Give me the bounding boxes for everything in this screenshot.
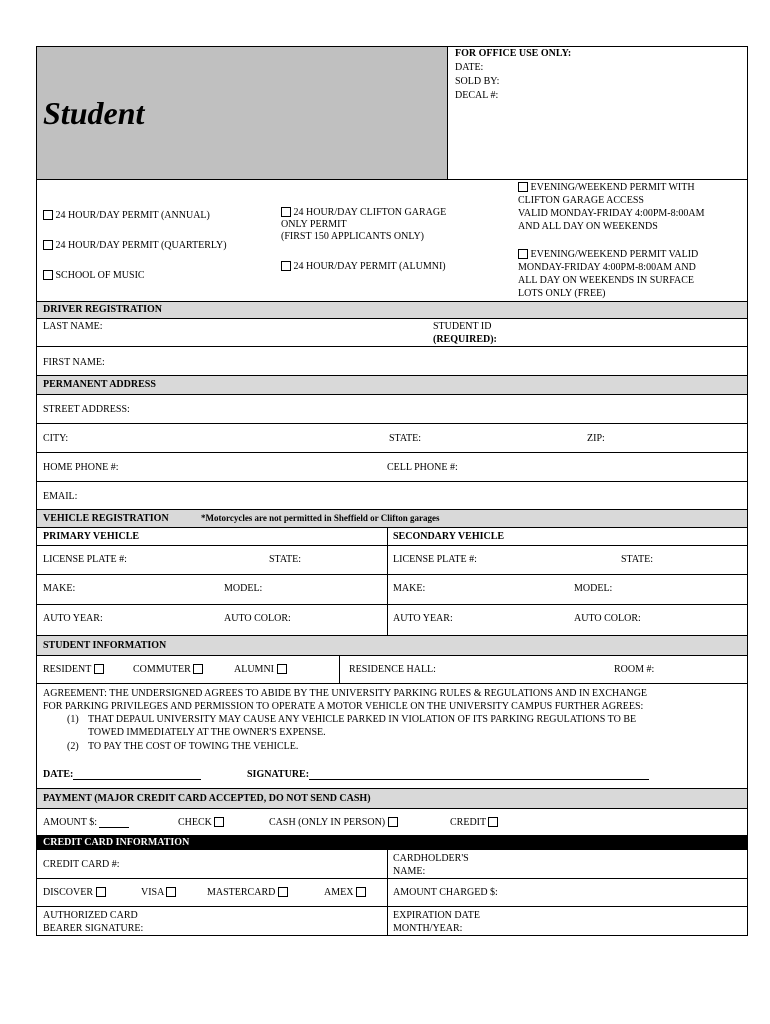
first-name-row[interactable] <box>37 347 747 376</box>
permanent-address-header <box>37 376 747 395</box>
agreement-line-1: AGREEMENT: THE UNDERSIGNED AGREES TO ABIDE BY THE UNIVERSITY PARKING RULES & REGULATIONS AND IN EXCHANGE <box>43 688 648 699</box>
primary-color-label[interactable]: AUTO COLOR: <box>224 613 291 624</box>
permit-clifton-checkbox[interactable] <box>281 207 291 217</box>
secondary-color-label[interactable]: AUTO COLOR: <box>574 613 641 624</box>
primary-year-label[interactable]: AUTO YEAR: <box>43 613 103 624</box>
email-label: EMAIL: <box>43 491 78 502</box>
office-decal-label: DECAL #: <box>455 90 499 101</box>
expiration-label-1: EXPIRATION DATE <box>393 910 480 921</box>
payment-title: PAYMENT (MAJOR CREDIT CARD ACCEPTED, DO NOT SEND CASH) <box>43 793 371 804</box>
authorized-label-2: BEARER SIGNATURE: <box>43 923 144 934</box>
check-option[interactable] <box>178 817 224 828</box>
agreement-date-line[interactable] <box>73 768 201 780</box>
cell-phone-label: CELL PHONE #: <box>387 462 458 473</box>
cash-option[interactable] <box>269 817 398 828</box>
permit-evening-clifton-label-1: EVENING/WEEKEND PERMIT WITH <box>530 182 695 193</box>
permit-clifton-label-3: (FIRST 150 APPLICANTS ONLY) <box>281 231 424 242</box>
visa-option[interactable] <box>141 887 176 898</box>
alumni-option[interactable] <box>234 664 287 675</box>
agreement-item-1-line-1: THAT DEPAUL UNIVERSITY MAY CAUSE ANY VEHICLE PARKED IN VIOLATION OF ITS PARKING REGULATIONS TO BE <box>88 714 637 725</box>
permit-evening-clifton-label-2: CLIFTON GARAGE ACCESS <box>518 195 644 206</box>
amex-checkbox[interactable] <box>356 887 366 897</box>
amount-label: AMOUNT $: <box>43 817 97 828</box>
cardholder-name-label[interactable] <box>393 852 469 878</box>
city-label: CITY: <box>43 433 69 444</box>
agreement-item-1-number: (1) <box>67 714 79 725</box>
mastercard-checkbox[interactable] <box>278 887 288 897</box>
primary-state-label[interactable]: STATE: <box>269 554 301 565</box>
discover-option[interactable] <box>43 887 106 898</box>
vehicle-line-3 <box>37 604 747 605</box>
authorization-divider <box>387 907 388 935</box>
permit-evening-surface-checkbox[interactable] <box>518 249 528 259</box>
secondary-vehicle-title: SECONDARY VEHICLE <box>393 531 505 542</box>
cash-label: CASH (ONLY IN PERSON) <box>269 817 386 828</box>
vehicle-subheader-line <box>37 545 747 546</box>
student-information-title: STUDENT INFORMATION <box>43 640 167 651</box>
resident-label: RESIDENT <box>43 664 92 675</box>
driver-registration-header <box>37 302 747 319</box>
authorized-signature-label[interactable] <box>43 909 143 935</box>
primary-model-label[interactable]: MODEL: <box>224 583 263 594</box>
permit-clifton-label-1: 24 HOUR/DAY CLIFTON GARAGE <box>293 207 447 218</box>
permit-annual[interactable] <box>43 210 210 221</box>
permit-clifton[interactable] <box>281 207 446 243</box>
student-id-label: STUDENT ID <box>433 321 492 332</box>
permit-evening-clifton[interactable] <box>518 181 705 233</box>
primary-vehicle-title: PRIMARY VEHICLE <box>43 531 140 542</box>
parking-permit-form <box>36 46 748 936</box>
permit-music[interactable] <box>43 270 145 281</box>
mastercard-option[interactable] <box>207 887 288 898</box>
visa-label: VISA <box>141 887 164 898</box>
primary-make-label[interactable]: MAKE: <box>43 583 76 594</box>
secondary-make-label[interactable]: MAKE: <box>393 583 426 594</box>
permit-alumni-checkbox[interactable] <box>281 261 291 271</box>
form-header <box>37 47 747 180</box>
last-name-label: LAST NAME: <box>43 321 103 332</box>
secondary-plate-label[interactable]: LICENSE PLATE #: <box>393 554 477 565</box>
home-phone-label: HOME PHONE #: <box>43 462 119 473</box>
credit-label: CREDIT <box>450 817 486 828</box>
permit-evening-surface-label-2: MONDAY-FRIDAY 4:00PM-8:00AM AND <box>518 262 696 273</box>
agreement-item-1-line-2: TOWED IMMEDIATELY AT THE OWNER'S EXPENSE. <box>88 727 326 738</box>
amex-label: AMEX <box>324 887 354 898</box>
residence-hall-label[interactable]: RESIDENCE HALL: <box>349 664 436 675</box>
permit-music-label: SCHOOL OF MUSIC <box>55 270 145 281</box>
resident-option[interactable] <box>43 664 104 675</box>
agreement-date-label: DATE: <box>43 769 74 780</box>
commuter-option[interactable] <box>133 664 203 675</box>
credit-checkbox[interactable] <box>488 817 498 827</box>
permit-alumni[interactable] <box>281 261 446 272</box>
vehicle-line-2 <box>37 574 747 575</box>
permit-evening-surface[interactable] <box>518 248 698 300</box>
card-type-row <box>37 879 747 907</box>
agreement-item-2-text: TO PAY THE COST OF TOWING THE VEHICLE. <box>88 741 299 752</box>
secondary-state-label[interactable]: STATE: <box>621 554 653 565</box>
form-title: Student <box>43 95 145 131</box>
amount-field[interactable] <box>43 817 129 828</box>
mastercard-label: MASTERCARD <box>207 887 276 898</box>
payment-row <box>37 809 747 836</box>
street-address-row[interactable] <box>37 395 747 424</box>
agreement-section <box>37 684 747 789</box>
credit-card-title: CREDIT CARD INFORMATION <box>43 837 190 848</box>
credit-card-header <box>37 836 747 850</box>
primary-plate-label[interactable]: LICENSE PLATE #: <box>43 554 127 565</box>
permit-clifton-label-2: ONLY PERMIT <box>281 219 347 230</box>
permit-evening-surface-label-3: ALL DAY ON WEEKENDS IN SURFACE <box>518 275 695 286</box>
permit-evening-surface-label-1: EVENING/WEEKEND PERMIT VALID <box>530 249 699 260</box>
amount-charged-label[interactable]: AMOUNT CHARGED $: <box>393 887 498 898</box>
phone-row[interactable] <box>37 453 747 482</box>
discover-label: DISCOVER <box>43 887 94 898</box>
permit-annual-checkbox[interactable] <box>43 210 53 220</box>
permit-alumni-label: 24 HOUR/DAY PERMIT (ALUMNI) <box>293 261 446 272</box>
resident-checkbox[interactable] <box>94 664 104 674</box>
agreement-signature-line[interactable] <box>309 768 649 780</box>
alumni-checkbox[interactable] <box>277 664 287 674</box>
cardholder-label-1: CARDHOLDER'S <box>393 853 469 864</box>
permit-quarterly-checkbox[interactable] <box>43 240 53 250</box>
permanent-address-title: PERMANENT ADDRESS <box>43 379 156 390</box>
permit-annual-label: 24 HOUR/DAY PERMIT (ANNUAL) <box>55 210 210 221</box>
permit-music-checkbox[interactable] <box>43 270 53 280</box>
vehicle-registration-header <box>37 510 747 528</box>
student-id-required: (REQUIRED): <box>433 334 497 345</box>
permit-evening-surface-label-4: LOTS ONLY (FREE) <box>518 288 606 299</box>
street-address-label: STREET ADDRESS: <box>43 404 130 415</box>
header-divider <box>447 47 448 179</box>
authorization-row <box>37 907 747 935</box>
cardholder-label-2: NAME: <box>393 866 426 877</box>
state-label: STATE: <box>389 433 421 444</box>
student-status-divider <box>339 656 340 683</box>
last-name-row[interactable] <box>37 319 747 347</box>
card-type-divider <box>387 879 388 906</box>
room-label[interactable]: ROOM #: <box>614 664 655 675</box>
agreement-date[interactable] <box>43 768 201 780</box>
driver-registration-title: DRIVER REGISTRATION <box>43 304 163 315</box>
agreement-item-2-number: (2) <box>67 741 79 752</box>
alumni-label: ALUMNI <box>234 664 274 675</box>
vehicle-section <box>37 528 747 636</box>
vehicle-registration-title: VEHICLE REGISTRATION <box>43 513 169 524</box>
office-use-heading: FOR OFFICE USE ONLY: <box>455 48 572 59</box>
card-number-row <box>37 850 747 879</box>
agreement-line-2: FOR PARKING PRIVILEGES AND PERMISSION TO OPERATE A MOTOR VEHICLE ON THE UNIVERSITY CAMPUS FURTHER AGREES: <box>43 701 644 712</box>
student-status-row <box>37 656 747 684</box>
check-checkbox[interactable] <box>214 817 224 827</box>
credit-option[interactable] <box>450 817 498 828</box>
visa-checkbox[interactable] <box>166 887 176 897</box>
commuter-label: COMMUTER <box>133 664 191 675</box>
discover-checkbox[interactable] <box>96 887 106 897</box>
agreement-signature-label: SIGNATURE: <box>247 769 310 780</box>
permit-quarterly[interactable] <box>43 240 227 251</box>
email-row[interactable] <box>37 482 747 510</box>
payment-header <box>37 789 747 809</box>
permit-evening-clifton-label-3: VALID MONDAY-FRIDAY 4:00PM-8:00AM <box>518 208 705 219</box>
expiration-date-label[interactable] <box>393 909 480 935</box>
authorized-label-1: AUTHORIZED CARD <box>43 910 138 921</box>
first-name-label: FIRST NAME: <box>43 357 105 368</box>
cash-checkbox[interactable] <box>388 817 398 827</box>
secondary-year-label[interactable]: AUTO YEAR: <box>393 613 453 624</box>
city-state-zip-row[interactable] <box>37 424 747 453</box>
amount-line[interactable] <box>99 817 129 828</box>
card-number-divider <box>387 850 388 878</box>
commuter-checkbox[interactable] <box>193 664 203 674</box>
expiration-label-2: MONTH/YEAR: <box>393 923 463 934</box>
office-date-label: DATE: <box>455 62 484 73</box>
zip-label: ZIP: <box>587 433 605 444</box>
amex-option[interactable] <box>324 887 366 898</box>
office-sold-by-label: SOLD BY: <box>455 76 500 87</box>
secondary-model-label[interactable]: MODEL: <box>574 583 613 594</box>
student-information-header <box>37 636 747 656</box>
permit-evening-clifton-checkbox[interactable] <box>518 182 528 192</box>
check-label: CHECK <box>178 817 212 828</box>
agreement-signature[interactable] <box>247 768 649 780</box>
permit-options <box>37 180 747 302</box>
permit-evening-clifton-label-4: AND ALL DAY ON WEEKENDS <box>518 221 658 232</box>
motorcycle-note: *Motorcycles are not permitted in Sheffield or Clifton garages <box>201 513 440 523</box>
card-number-label[interactable]: CREDIT CARD #: <box>43 859 120 870</box>
permit-quarterly-label: 24 HOUR/DAY PERMIT (QUARTERLY) <box>55 240 227 251</box>
